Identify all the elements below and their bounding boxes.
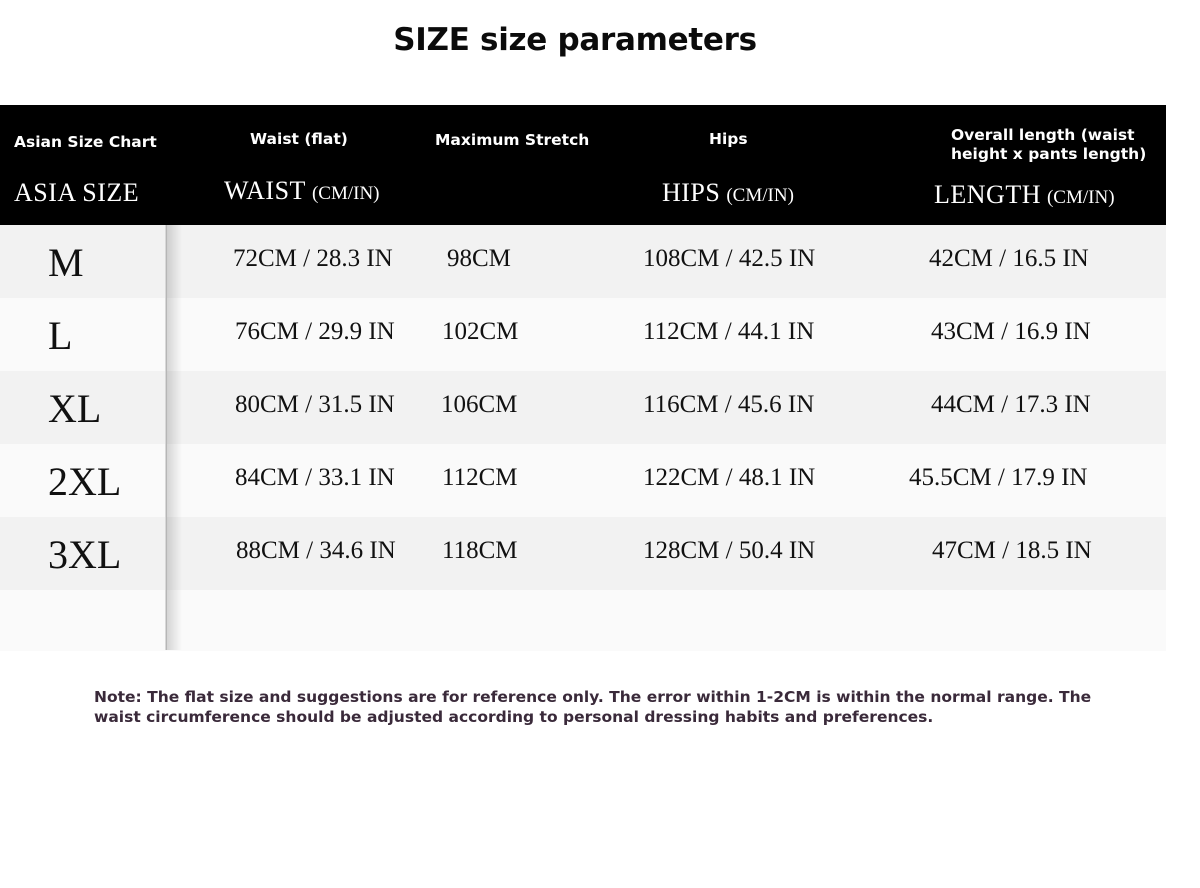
stretch-cell: 102CM: [442, 318, 519, 345]
table-row: [0, 298, 1166, 371]
stretch-cell: 106CM: [441, 391, 518, 418]
header-stretch-label: Maximum Stretch: [435, 131, 590, 149]
header-hips: [662, 177, 794, 210]
header-length-unit: (CM/IN): [1046, 187, 1115, 208]
table-row: [0, 371, 1166, 444]
waist-cell: 80CM / 31.5 IN: [235, 391, 395, 418]
header-hips-unit: (CM/IN): [726, 185, 794, 206]
stretch-cell: 98CM: [447, 245, 511, 272]
header-hips-big: HIPS: [662, 178, 721, 207]
page-title: SIZE size parameters: [393, 22, 757, 58]
waist-cell: 88CM / 34.6 IN: [236, 537, 396, 564]
hips-cell: 116CM / 45.6 IN: [643, 391, 815, 418]
column-divider: [165, 225, 167, 650]
header-waist: [224, 175, 380, 208]
header-size-label: Asian Size Chart: [14, 133, 157, 151]
hips-cell: 112CM / 44.1 IN: [643, 318, 815, 345]
waist-cell: 76CM / 29.9 IN: [235, 318, 395, 345]
length-cell: 43CM / 16.9 IN: [931, 318, 1091, 345]
header-length: [934, 179, 1115, 212]
size-cell: 3XL: [48, 532, 122, 577]
waist-cell: 72CM / 28.3 IN: [233, 245, 393, 272]
hips-cell: 128CM / 50.4 IN: [643, 537, 816, 564]
size-cell: 2XL: [48, 459, 122, 504]
header-length-big: LENGTH: [934, 180, 1041, 209]
size-cell: XL: [48, 386, 102, 431]
table-body: [0, 225, 1166, 651]
reference-note: Note: The flat size and suggestions are for reference only. The error within 1-2CM is within the normal range. The waist circumference should be adjusted according to personal dressing habits and preferences.: [94, 688, 1092, 726]
length-cell: 47CM / 18.5 IN: [932, 537, 1092, 564]
table-row: [0, 225, 1166, 298]
table-row: [0, 444, 1166, 517]
header-size-big: ASIA SIZE: [14, 178, 140, 207]
hips-cell: 108CM / 42.5 IN: [643, 245, 816, 272]
header-length-label: Overall length (waist height x pants length): [951, 126, 1147, 164]
length-cell: 42CM / 16.5 IN: [929, 245, 1089, 272]
table-row-empty: [0, 590, 1166, 651]
header-waist-big: WAIST: [224, 176, 306, 205]
size-table: [0, 105, 1166, 650]
size-cell: L: [48, 313, 73, 358]
hips-cell: 122CM / 48.1 IN: [643, 464, 816, 491]
table-header: [0, 105, 1166, 225]
header-waist-unit: (CM/IN): [311, 183, 380, 204]
table-row: [0, 517, 1166, 590]
stretch-cell: 112CM: [442, 464, 518, 491]
stretch-cell: 118CM: [442, 537, 518, 564]
header-waist-label: Waist (flat): [250, 130, 348, 148]
size-cell: M: [48, 240, 84, 285]
header-hips-label: Hips: [709, 130, 748, 148]
length-cell: 45.5CM / 17.9 IN: [909, 464, 1088, 491]
waist-cell: 84CM / 33.1 IN: [235, 464, 395, 491]
length-cell: 44CM / 17.3 IN: [931, 391, 1091, 418]
